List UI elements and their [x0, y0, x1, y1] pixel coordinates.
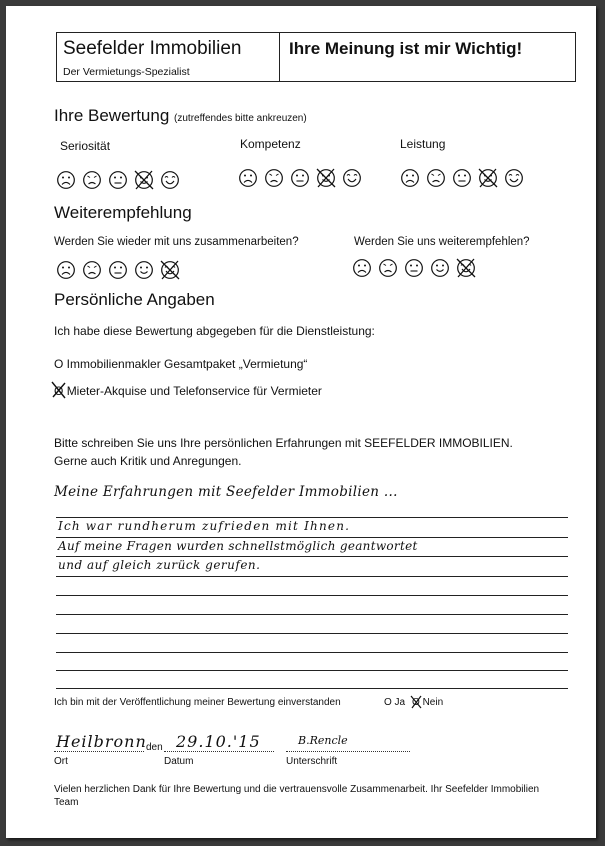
smiley-scale[interactable]	[56, 170, 186, 190]
happy-face-icon[interactable]	[316, 168, 336, 188]
rating-note: (zutreffendes bitte ankreuzen)	[174, 113, 307, 124]
header-box	[56, 32, 576, 82]
cross-mark-icon	[479, 169, 497, 187]
category-label-kompetenz: Kompetenz	[240, 137, 301, 151]
consent-text: Ich bin mit der Veröffentlichung meiner Bewertung einverstanden	[54, 697, 341, 708]
consent-no-checkbox[interactable]	[412, 697, 423, 708]
very-unhappy-face-icon[interactable]	[56, 260, 76, 280]
handwritten-line[interactable]: Auf meine Fragen wurden schnellstmöglich geantwortet	[58, 539, 418, 553]
experience-prompt-line2: Gerne auch Kritik und Anregungen.	[54, 454, 242, 468]
ruled-line	[56, 556, 568, 557]
date-value[interactable]: 29.10.'15	[176, 732, 261, 751]
neutral-face-icon[interactable]	[290, 168, 310, 188]
very-unhappy-face-icon[interactable]	[400, 168, 420, 188]
header-divider	[279, 33, 280, 81]
very-happy-face-icon[interactable]	[342, 168, 362, 188]
unhappy-face-icon[interactable]	[82, 170, 102, 190]
den-label: den	[146, 742, 163, 753]
company-name: Seefelder Immobilien	[63, 38, 242, 59]
ruled-line	[56, 517, 568, 518]
unhappy-face-icon[interactable]	[264, 168, 284, 188]
option-label: Mieter-Akquise und Telefonservice für Vermieter	[66, 384, 322, 398]
happy-face-icon[interactable]	[478, 168, 498, 188]
option-checkbox[interactable]	[54, 384, 67, 398]
experience-heading: Meine Erfahrungen mit Seefelder Immobilien ...	[54, 484, 398, 500]
question-recommend: Werden Sie uns weiterempfehlen?	[354, 236, 530, 248]
happy-face-icon[interactable]	[430, 258, 450, 278]
ruled-line	[56, 652, 568, 653]
very-unhappy-face-icon[interactable]	[56, 170, 76, 190]
signature-label: Unterschrift	[286, 756, 338, 767]
ruled-line	[56, 576, 568, 577]
neutral-face-icon[interactable]	[452, 168, 472, 188]
service-option-mieter-akquise[interactable]	[54, 384, 322, 398]
date-line	[164, 751, 274, 752]
consent-no-label: Nein	[422, 697, 444, 708]
rating-section-title	[54, 106, 307, 126]
neutral-face-icon[interactable]	[108, 170, 128, 190]
question-work-again: Werden Sie wieder mit uns zusammenarbeiten?	[54, 236, 299, 248]
personal-intro: Ich habe diese Bewertung abgegeben für die Dienstleistung:	[54, 324, 375, 338]
very-happy-face-icon[interactable]	[160, 170, 180, 190]
footer-line1: Vielen herzlichen Dank für Ihre Bewertung und die vertrauensvolle Zusammenarbeit. Ihr Seefelder Immobilien	[54, 784, 540, 795]
handwritten-line[interactable]: und auf gleich zurück gerufen.	[58, 558, 261, 572]
cross-mark-icon	[409, 694, 423, 710]
feedback-form-page	[6, 6, 596, 838]
happy-face-icon[interactable]	[134, 260, 154, 280]
ruled-line	[56, 670, 568, 671]
neutral-face-icon[interactable]	[404, 258, 424, 278]
place-value[interactable]: Heilbronn	[56, 732, 147, 751]
cross-mark-icon	[50, 380, 68, 400]
neutral-face-icon[interactable]	[108, 260, 128, 280]
footer-line2: Team	[54, 797, 79, 808]
very-happy-face-icon[interactable]	[160, 260, 180, 280]
smiley-scale[interactable]	[352, 258, 482, 278]
ruled-line	[56, 633, 568, 634]
cross-mark-icon	[135, 171, 153, 189]
unhappy-face-icon[interactable]	[378, 258, 398, 278]
category-label-leistung: Leistung	[400, 137, 446, 151]
personal-title: Persönliche Angaben	[54, 290, 215, 309]
category-label-seriositaet: Seriosität	[60, 139, 111, 153]
smiley-scale[interactable]	[56, 260, 186, 280]
ruled-line	[56, 614, 568, 615]
very-unhappy-face-icon[interactable]	[352, 258, 372, 278]
date-label: Datum	[164, 756, 194, 767]
consent-no-option[interactable]	[412, 697, 443, 708]
ruled-line	[56, 595, 568, 596]
signature-line	[286, 751, 410, 752]
option-marker: O	[54, 384, 64, 398]
place-line	[54, 751, 144, 752]
handwritten-line[interactable]: Ich war rundherum zufrieden mit Ihnen.	[58, 519, 351, 533]
unhappy-face-icon[interactable]	[426, 168, 446, 188]
ruled-line	[56, 537, 568, 538]
signature-value[interactable]: B.Rencle	[298, 734, 348, 747]
consent-yes-option[interactable]: O Ja	[384, 697, 406, 708]
consent-no-marker: O	[412, 697, 420, 708]
place-label: Ort	[54, 756, 68, 767]
happy-face-icon[interactable]	[134, 170, 154, 190]
ruled-line	[56, 688, 568, 689]
smiley-scale[interactable]	[238, 168, 368, 188]
service-option-gesamtpaket[interactable]: O Immobilienmakler Gesamtpaket „Vermietung“	[54, 357, 308, 371]
very-unhappy-face-icon[interactable]	[238, 168, 258, 188]
cross-mark-icon	[457, 259, 475, 277]
cross-mark-icon	[161, 261, 179, 279]
rating-title: Ihre Bewertung	[54, 106, 170, 125]
experience-prompt-line1: Bitte schreiben Sie uns Ihre persönlichen Erfahrungen mit SEEFELDER IMMOBILIEN.	[54, 436, 513, 450]
very-happy-face-icon[interactable]	[456, 258, 476, 278]
cross-mark-icon	[317, 169, 335, 187]
company-tagline: Der Vermietungs-Spezialist	[63, 66, 190, 78]
smiley-scale[interactable]	[400, 168, 530, 188]
header-slogan: Ihre Meinung ist mir Wichtig!	[289, 39, 523, 58]
very-happy-face-icon[interactable]	[504, 168, 524, 188]
unhappy-face-icon[interactable]	[82, 260, 102, 280]
recommendation-title: Weiterempfehlung	[54, 203, 192, 222]
